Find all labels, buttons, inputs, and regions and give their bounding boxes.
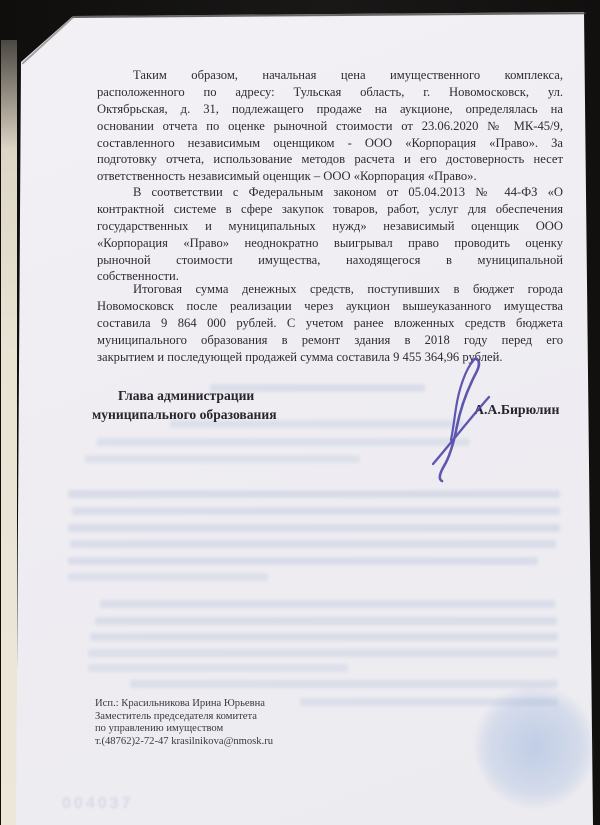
bleedthrough-line [100, 600, 555, 608]
text-line: рыночной стоимости имущества, находящегося в муниципальной [97, 252, 563, 267]
paragraph-1 [97, 67, 563, 185]
executor-info [95, 698, 273, 748]
bleedthrough-line [90, 633, 558, 641]
text-line: муниципального образования в ремонт здания в 2018 году перед его [97, 332, 563, 347]
text-line: составленного независимым оценщиком - ООО «Корпорация «Право». За [97, 135, 563, 150]
text-line: собственности. [97, 269, 179, 284]
bleedthrough-line [85, 455, 360, 463]
text-line: основании отчета по оценке рыночной стоимости от 23.06.2020 № МК-45/9, [97, 118, 563, 133]
text-line: расположенного по адресу: Тульская область, г. Новомосковск, ул. [97, 84, 563, 99]
bleedthrough-line [97, 438, 470, 446]
text-line: закрытием и последующей продажей сумма составила 9 455 364,96 рублей. [97, 349, 503, 364]
bleedthrough-stamp [476, 686, 594, 808]
paragraph-2 [97, 184, 563, 285]
text-line: Октябрьская, д. 31, подлежащего продаже на аукционе, определялась на [97, 101, 563, 116]
bleedthrough-line [72, 507, 560, 515]
executor-contacts: т.(48762)2-72-47 krasilnikova@nmosk.ru [95, 735, 274, 747]
executor-name: Исп.: Красильникова Ирина Юрьевна [95, 698, 266, 709]
bleedthrough-line [68, 557, 538, 565]
underlying-sheet-edge [1, 40, 17, 825]
bleedthrough-line [68, 490, 560, 498]
signer-title-line2: муниципального образования [92, 407, 277, 422]
bleedthrough-line [88, 664, 348, 672]
bleedthrough-line [68, 573, 268, 581]
bleedthrough-line [95, 617, 557, 625]
text-line: «Корпорация «Право» неоднократно выигрывал право проводить оценку [97, 235, 563, 250]
text-line: государственных и муниципальных нужд» независимый оценщик ООО [97, 218, 563, 233]
text-line: ответственность независимый оценщик – ООО «Корпорация «Право». [97, 169, 477, 184]
signer-name: А.А.Бирюлин [474, 402, 560, 417]
bleedthrough-page-number: 004037 [62, 795, 134, 812]
text-line: контрактной системе в сфере закупок товаров, работ, услуг для обеспечения [97, 201, 563, 216]
signer-title [92, 386, 277, 424]
text-line: составила 9 864 000 рублей. С учетом ранее вложенных средств бюджета [97, 315, 563, 330]
text-line: подготовку отчета, использование методов расчета и его достоверность несет [97, 152, 563, 167]
text-line: Новомосковск после реализации через аукцион вышеуказанного имущества [97, 298, 563, 313]
bleedthrough-line [88, 649, 558, 657]
executor-position-line1: Заместитель председателя комитета [95, 710, 257, 722]
text-line: В соответствии с Федеральным законом от 05.04.2013 № 44-ФЗ «О [133, 185, 563, 199]
text-line: Таким образом, начальная цена имущественного комплекса, [133, 68, 563, 82]
paragraph-3 [97, 281, 563, 365]
bleedthrough-line [68, 524, 560, 532]
bleedthrough-line [130, 680, 558, 688]
signer-title-line1: Глава администрации [118, 388, 255, 403]
executor-position-line2: по управлению имуществом [95, 723, 224, 735]
text-line: Итоговая сумма денежных средств, поступивших в бюджет города [133, 282, 563, 296]
bleedthrough-line [70, 540, 556, 548]
